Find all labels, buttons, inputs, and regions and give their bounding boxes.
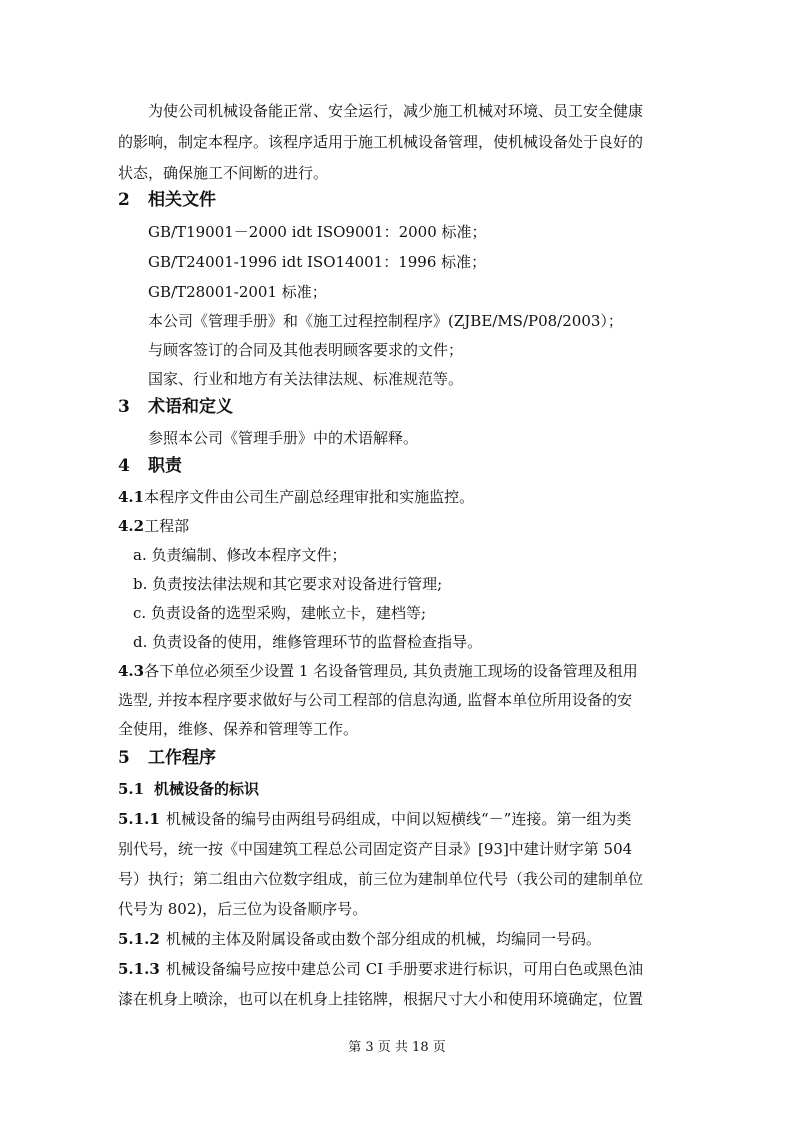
subsection-5-1-number: 5.1 bbox=[118, 780, 145, 798]
clause-5-1-3-number: 5.1.3 bbox=[118, 960, 160, 978]
section-3-title: 术语和定义 bbox=[148, 397, 233, 417]
section-4-number: 4 bbox=[118, 456, 130, 476]
section-3-number: 3 bbox=[118, 397, 130, 417]
clause-5-1-1-line-2: 别代号，统一按《中国建筑工程总公司固定资产目录》[93]中建计财字第 504 bbox=[118, 840, 633, 858]
duty-item-a: a. 负责编制、修改本程序文件； bbox=[133, 546, 347, 564]
subsection-5-1-title: 机械设备的标识 bbox=[154, 780, 260, 798]
clause-4-3-number: 4.3 bbox=[118, 662, 145, 680]
clause-4-2-text: 工程部 bbox=[144, 517, 190, 535]
clause-4-1-text: 本程序文件由公司生产副总经理审批和实施监控。 bbox=[144, 488, 475, 506]
related-doc-5: 与顾客签订的合同及其他表明顾客要求的文件； bbox=[148, 341, 464, 359]
clause-5-1-1-line-1 bbox=[118, 808, 794, 830]
clause-5-1-1-number: 5.1.1 bbox=[118, 810, 160, 828]
intro-line-3: 状态，确保施工不间断的进行。 bbox=[118, 164, 329, 182]
section-3-heading bbox=[118, 396, 794, 418]
section-5-heading bbox=[118, 747, 794, 769]
section-5-number: 5 bbox=[118, 748, 130, 768]
clause-4-2 bbox=[118, 515, 794, 537]
clause-4-1 bbox=[118, 486, 794, 508]
section-4-title: 职责 bbox=[148, 456, 182, 476]
clause-4-3-line-1 bbox=[118, 660, 794, 682]
clause-4-2-number: 4.2 bbox=[118, 517, 145, 535]
related-doc-6: 国家、行业和地方有关法律法规、标准规范等。 bbox=[148, 370, 464, 388]
clause-5-1-2-number: 5.1.2 bbox=[118, 930, 160, 948]
section-3-text: 参照本公司《管理手册》中的术语解释。 bbox=[148, 429, 419, 447]
related-doc-1: GB/T19001－2000 idt ISO9001：2000 标准； bbox=[148, 223, 487, 241]
subsection-5-1-heading bbox=[118, 778, 794, 800]
clause-5-1-2-text: 机械的主体及附属设备或由数个部分组成的机械，均编同一号码。 bbox=[166, 930, 602, 948]
duty-item-b: b. 负责按法律法规和其它要求对设备进行管理; bbox=[133, 575, 443, 593]
related-doc-4: 本公司《管理手册》和《施工过程控制程序》(ZJBE/MS/P08/2003）； bbox=[148, 312, 623, 330]
clause-5-1-3-line-1 bbox=[118, 958, 794, 980]
duty-item-d: d. 负责设备的使用，维修管理环节的监督检查指导。 bbox=[133, 633, 483, 651]
clause-5-1-3-line-2: 漆在机身上喷涂，也可以在机身上挂铭牌，根据尺寸大小和使用环境确定，位置 bbox=[118, 990, 644, 1008]
clause-5-1-1-line-4: 代号为 802)，后三位为设备顺序号。 bbox=[118, 900, 368, 918]
duty-item-c: c. 负责设备的选型采购，建帐立卡，建档等; bbox=[133, 604, 426, 622]
clause-5-1-2 bbox=[118, 928, 794, 950]
clause-4-1-number: 4.1 bbox=[118, 488, 145, 506]
clause-4-3-text-1: 各下单位必须至少设置 1 名设备管理员, 其负责施工现场的设备管理及租用 bbox=[144, 662, 638, 680]
intro-line-1: 为使公司机械设备能正常、安全运行，减少施工机械对环境、员工安全健康 bbox=[148, 102, 644, 120]
related-doc-2: GB/T24001-1996 idt ISO14001：1996 标准； bbox=[148, 253, 487, 271]
clause-5-1-1-text-1: 机械设备的编号由两组号码组成，中间以短横线“－”连接。第一组为类 bbox=[166, 810, 632, 828]
section-2-heading bbox=[118, 189, 794, 211]
page-number-footer: 第 3 页 共 18 页 bbox=[348, 1040, 446, 1055]
clause-4-3-line-3: 全使用，维修、保养和管理等工作。 bbox=[118, 720, 359, 738]
section-2-title: 相关文件 bbox=[148, 190, 216, 210]
clause-4-3-line-2: 选型, 并按本程序要求做好与公司工程部的信息沟通, 监督本单位所用设备的安 bbox=[118, 691, 633, 709]
section-4-heading bbox=[118, 455, 794, 477]
intro-line-2: 的影响，制定本程序。该程序适用于施工机械设备管理，使机械设备处于良好的 bbox=[118, 133, 644, 151]
related-doc-3: GB/T28001-2001 标准； bbox=[148, 283, 327, 301]
clause-5-1-1-line-3: 号）执行；第二组由六位数字组成，前三位为建制单位代号（我公司的建制单位 bbox=[118, 870, 644, 888]
section-2-number: 2 bbox=[118, 190, 130, 210]
clause-5-1-3-text-1: 机械设备编号应按中建总公司 CI 手册要求进行标识，可用白色或黑色油 bbox=[166, 960, 643, 978]
section-5-title: 工作程序 bbox=[148, 748, 216, 768]
